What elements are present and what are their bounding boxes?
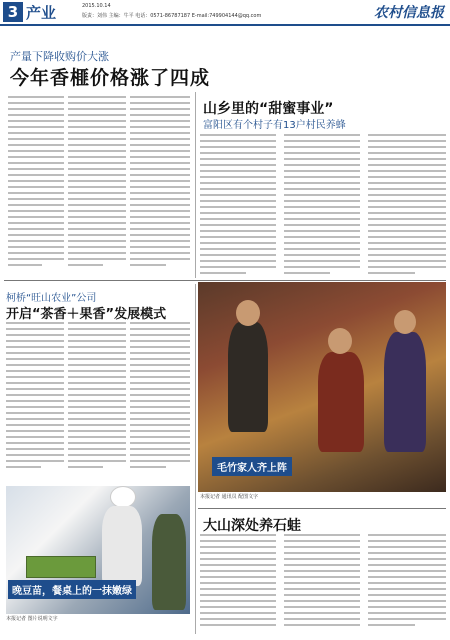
person-figure [228, 322, 268, 432]
editor-line: 版责：刘伟 主编：牛平 [82, 13, 134, 19]
person-head [236, 300, 260, 326]
photo2-caption: 晚豆苗，餐桌上的一抹嫩绿 [8, 580, 136, 599]
sprout-tray [26, 556, 96, 578]
section-title: 产业 [26, 4, 57, 22]
issue-date: 2015.10.14 [82, 3, 111, 9]
story4-body-col3 [368, 534, 446, 634]
person-figure [318, 352, 364, 452]
story4-headline: 大山深处养石蛙 [203, 518, 301, 534]
phone-line: 电话：0571-86787187 E-mail:749904144@qq.com [135, 13, 262, 19]
paper-name: 农村信息报 [374, 5, 444, 21]
person-head [328, 328, 352, 354]
worker-figure [152, 514, 186, 610]
contact-line [82, 12, 261, 19]
story1-kicker: 产量下降收购价大涨 [10, 50, 109, 63]
story1-body-col3 [130, 96, 190, 274]
column-divider [195, 284, 196, 634]
story2-body-col3 [368, 134, 446, 276]
photo2-note: 本报记者 图片说明文字 [6, 616, 58, 622]
story3-body-col3 [130, 322, 190, 480]
story1-body-col1 [8, 96, 64, 274]
photo1-note: 本报记者 通讯员 配图文字 [200, 494, 259, 500]
column-divider [195, 92, 196, 278]
story2-subhead: 富阳区有个村子有13户村民养蜂 [203, 120, 346, 131]
story1-headline: 今年香榧价格涨了四成 [10, 67, 211, 89]
person-figure [384, 332, 426, 452]
section-divider [4, 280, 446, 281]
story2-body-col2 [284, 134, 360, 276]
chef-hat [110, 486, 136, 508]
story4-body-col2 [284, 534, 360, 634]
photo1-caption: 毛竹家人齐上阵 [212, 457, 292, 476]
story2-body-col1 [200, 134, 276, 276]
chef-figure [102, 506, 142, 586]
page-number: 3 [3, 2, 23, 22]
person-head [394, 310, 416, 334]
story2-headline: 山乡里的“甜蜜事业” [203, 101, 334, 117]
story3-kicker: 柯桥“旺山农业”公司 [6, 293, 97, 304]
story3-headline: 开启“茶香＋果香”发展模式 [6, 307, 167, 322]
section-divider [198, 508, 446, 509]
story1-body-col2 [68, 96, 126, 274]
story3-body-col1 [6, 322, 64, 480]
story4-body-col1 [200, 534, 276, 634]
masthead [0, 0, 450, 26]
story3-body-col2 [68, 322, 126, 480]
